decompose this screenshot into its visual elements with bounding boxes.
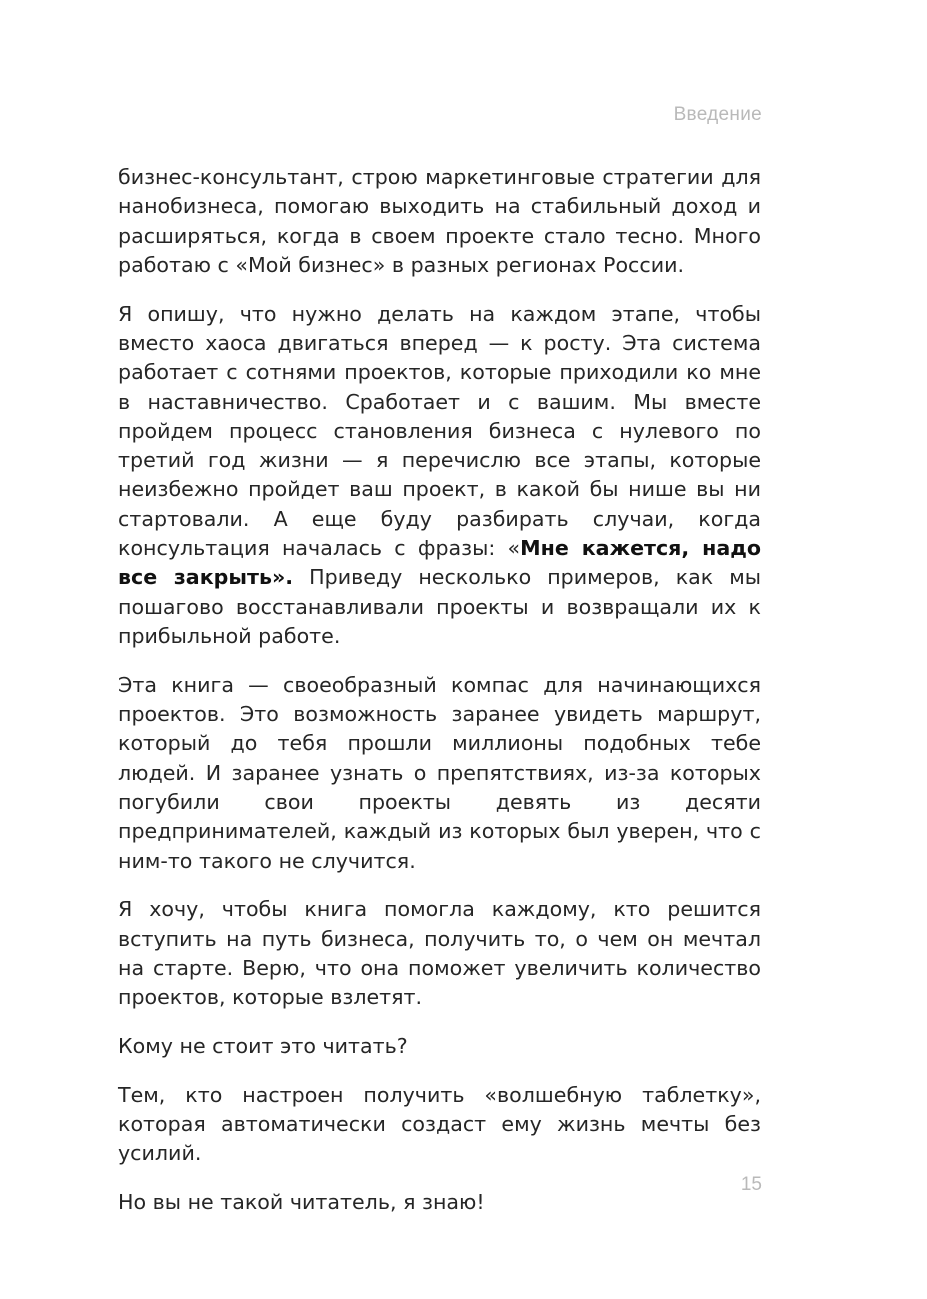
body-text (118, 163, 761, 1237)
paragraph-6: Тем, кто настроен получить «волшебную таблетку», которая автоматически создаст ему жизнь мечты без усилий. (118, 1082, 761, 1166)
paragraph-2-bold-quote: Мне кажется, надо все закрыть». (118, 536, 761, 590)
paragraph-7: Но вы не такой читатель, я знаю! (118, 1190, 485, 1215)
paragraph-4: Я хочу, чтобы книга помогла каждому, кто решится вступить на путь бизнеса, получить то, о чем он мечтал на старте. Верю, что она поможет увеличить количество проектов, которые взлетят. (118, 897, 761, 1010)
page-number: 15 (740, 1174, 762, 1195)
paragraph-3: Эта книга — своеобразный компас для начинающихся проектов. Это возможность заранее увидеть маршрут, который до тебя прошли миллионы подобных тебе людей. И заранее узнать о препятствиях, из-за которых погубили свои проекты девять из десяти предпринимателей, каждый из которых был уверен, что с ним-то такого не случится. (118, 672, 761, 873)
paragraph-1: бизнес-консультант, строю маркетинговые стратегии для нанобизнеса, помогаю выходить на стабильный доход и расширяться, когда в своем проекте стало тесно. Много работаю с «Мой бизнес» в разных регионах России. (118, 165, 761, 277)
paragraph-5: Кому не стоит это читать? (118, 1034, 408, 1059)
paragraph-2 (118, 300, 761, 652)
running-header-title: Введение (673, 104, 762, 125)
paragraph-2-text-start: Я опишу, что нужно делать на каждом этапе, чтобы вместо хаоса двигаться вперед — к росту. Эта система работает с сотнями проектов, которые приходили ко мне в наставничество. Сработает и с вашим. Мы вместе пройдем процесс становления бизнеса с нулевого по третий год жизни — я перечислю все этапы, которые неизбежно пройдет ваш проект, в какой бы нише вы ни стартовали. А еще буду разбирать случаи, когда консультация началась с фразы: « (118, 301, 761, 561)
paragraph-2-text-end: Приведу несколько примеров, как мы пошагово восстанавливали проекты и возвращали их к прибыльной работе. (118, 565, 761, 648)
